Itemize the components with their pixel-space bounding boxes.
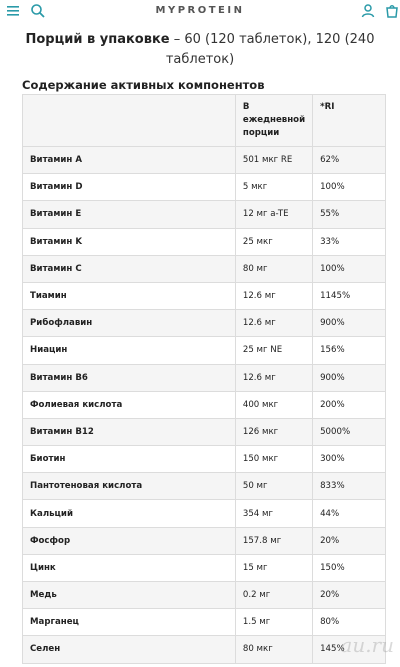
nutrient-name: Витамин K bbox=[23, 228, 236, 255]
nutrient-name: Витамин C bbox=[23, 255, 236, 282]
table-row bbox=[23, 391, 386, 418]
nutrient-ri: 33% bbox=[313, 228, 386, 255]
table-row bbox=[23, 255, 386, 282]
watermark: au.ru bbox=[340, 633, 394, 657]
nutrient-name: Марганец bbox=[23, 609, 236, 636]
table-row bbox=[23, 636, 386, 663]
nutrient-amount: 5 мкг bbox=[235, 174, 312, 201]
servings-value: – 60 (120 таблеток), 120 (240 таблеток) bbox=[165, 32, 375, 67]
table-row bbox=[23, 147, 386, 174]
column-header-name bbox=[23, 95, 236, 147]
nutrient-amount: 150 мкг bbox=[235, 446, 312, 473]
table-body bbox=[23, 147, 386, 664]
nutrient-ri: 300% bbox=[313, 446, 386, 473]
table-row bbox=[23, 446, 386, 473]
table-row bbox=[23, 609, 386, 636]
nutrient-ri: 55% bbox=[313, 201, 386, 228]
nutrient-name: Витамин A bbox=[23, 147, 236, 174]
table-row bbox=[23, 174, 386, 201]
servings-label: Порций в упаковке bbox=[25, 32, 170, 47]
nutrient-name: Селен bbox=[23, 636, 236, 663]
nutrient-name: Медь bbox=[23, 582, 236, 609]
nutrient-ri: 900% bbox=[313, 364, 386, 391]
nutrient-ri: 100% bbox=[313, 174, 386, 201]
top-navigation-bar bbox=[0, 0, 400, 24]
nutrient-ri: 44% bbox=[313, 500, 386, 527]
nutrient-amount: 12.6 мг bbox=[235, 310, 312, 337]
nutrition-table bbox=[22, 94, 386, 664]
table-row bbox=[23, 201, 386, 228]
nutrient-amount: 80 мкг bbox=[235, 636, 312, 663]
brand-logo[interactable]: MYPROTEIN bbox=[155, 5, 245, 16]
column-header-ri: *RI bbox=[313, 95, 386, 147]
table-row bbox=[23, 582, 386, 609]
nutrient-ri: 62% bbox=[313, 147, 386, 174]
nutrient-ri: 20% bbox=[313, 527, 386, 554]
table-row bbox=[23, 500, 386, 527]
nutrient-amount: 1.5 мг bbox=[235, 609, 312, 636]
nutrient-amount: 15 мг bbox=[235, 554, 312, 581]
nutrient-amount: 157.8 мг bbox=[235, 527, 312, 554]
nutrient-name: Пантотеновая кислота bbox=[23, 473, 236, 500]
nutrient-amount: 12 мг a-TE bbox=[235, 201, 312, 228]
nutrient-name: Биотин bbox=[23, 446, 236, 473]
table-header-row bbox=[23, 95, 386, 147]
nutrient-ri: 145% bbox=[313, 636, 386, 663]
nutrient-amount: 354 мг bbox=[235, 500, 312, 527]
nutrient-name: Витамин E bbox=[23, 201, 236, 228]
nutrient-amount: 25 мг NE bbox=[235, 337, 312, 364]
nutrient-amount: 12.6 мг bbox=[235, 364, 312, 391]
table-row bbox=[23, 282, 386, 309]
nutrient-name: Фосфор bbox=[23, 527, 236, 554]
table-row bbox=[23, 473, 386, 500]
nutrient-ri: 1145% bbox=[313, 282, 386, 309]
section-title: Содержание активных компонентов bbox=[22, 78, 265, 92]
nutrient-amount: 501 мкг RE bbox=[235, 147, 312, 174]
nutrient-name: Витамин B12 bbox=[23, 418, 236, 445]
user-icon[interactable] bbox=[360, 3, 376, 19]
table-row bbox=[23, 418, 386, 445]
nutrient-ri: 833% bbox=[313, 473, 386, 500]
nutrient-ri: 80% bbox=[313, 609, 386, 636]
nutrient-ri: 200% bbox=[313, 391, 386, 418]
servings-info bbox=[0, 24, 400, 70]
nutrient-amount: 0.2 мг bbox=[235, 582, 312, 609]
table-row bbox=[23, 228, 386, 255]
nutrient-amount: 25 мкг bbox=[235, 228, 312, 255]
nutrient-name: Витамин D bbox=[23, 174, 236, 201]
nutrient-amount: 126 мкг bbox=[235, 418, 312, 445]
nutrient-name: Кальций bbox=[23, 500, 236, 527]
column-header-amount: В ежедневной порции bbox=[235, 95, 312, 147]
cart-icon[interactable] bbox=[384, 3, 400, 19]
nutrient-ri: 150% bbox=[313, 554, 386, 581]
nutrient-name: Тиамин bbox=[23, 282, 236, 309]
nutrient-ri: 20% bbox=[313, 582, 386, 609]
nutrient-ri: 156% bbox=[313, 337, 386, 364]
nutrient-name: Фолиевая кислота bbox=[23, 391, 236, 418]
nutrient-amount: 50 мг bbox=[235, 473, 312, 500]
table-row bbox=[23, 364, 386, 391]
nutrient-ri: 100% bbox=[313, 255, 386, 282]
nutrient-name: Ниацин bbox=[23, 337, 236, 364]
nutrient-name: Витамин B6 bbox=[23, 364, 236, 391]
table-row bbox=[23, 527, 386, 554]
nutrient-name: Рибофлавин bbox=[23, 310, 236, 337]
nutrient-name: Цинк bbox=[23, 554, 236, 581]
table-row bbox=[23, 554, 386, 581]
nutrient-amount: 400 мкг bbox=[235, 391, 312, 418]
table-row bbox=[23, 337, 386, 364]
nutrient-amount: 80 мг bbox=[235, 255, 312, 282]
nutrient-ri: 900% bbox=[313, 310, 386, 337]
table-row bbox=[23, 310, 386, 337]
nutrient-ri: 5000% bbox=[313, 418, 386, 445]
nutrient-amount: 12.6 мг bbox=[235, 282, 312, 309]
